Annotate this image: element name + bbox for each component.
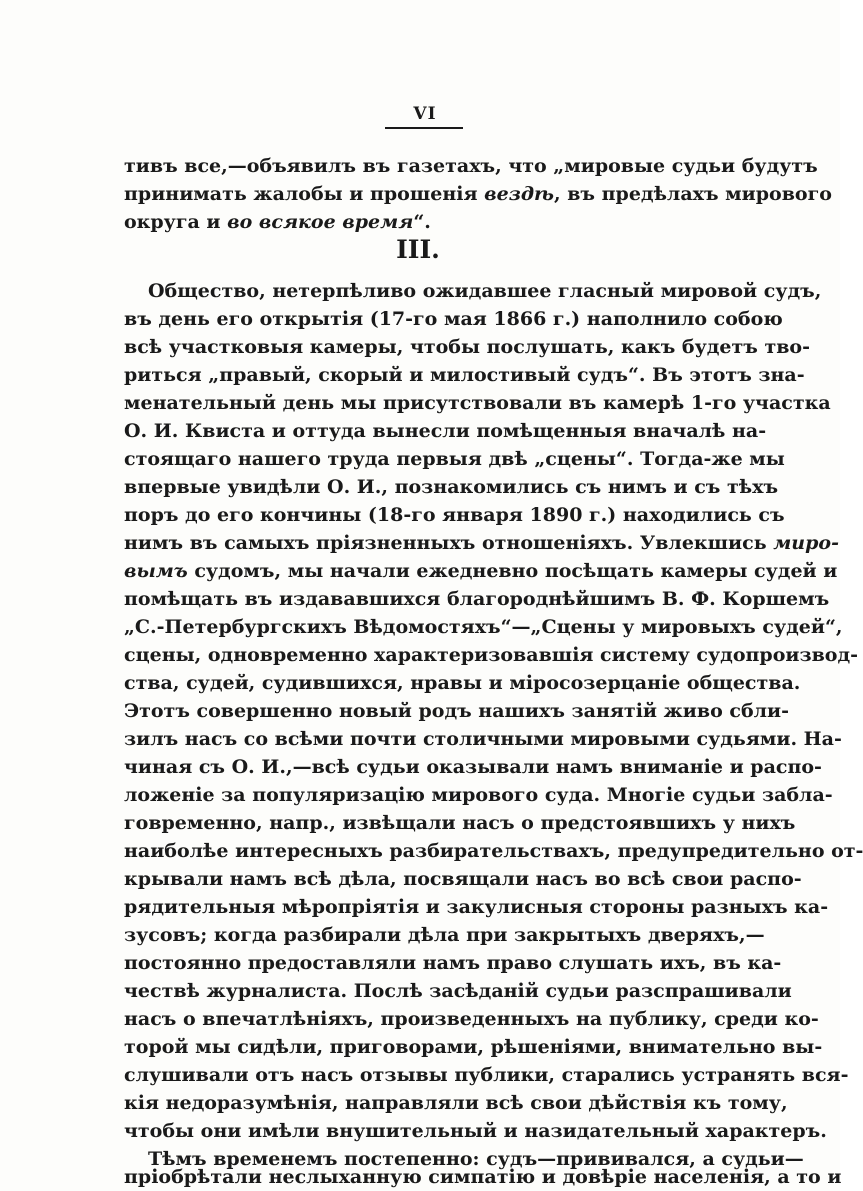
p1-line-27: насъ о впечатлѣніяхъ, произведенныхъ на публику, среди ко- bbox=[124, 1008, 819, 1030]
p1-line-26: чествѣ журналиста. Послѣ засѣданій судьи разспрашивали bbox=[124, 980, 792, 1002]
p1-line-11 bbox=[124, 557, 838, 585]
p1-line-31: чтобы они имѣли внушительный и назидательный характеръ. bbox=[124, 1120, 827, 1142]
intro-line-2 bbox=[124, 180, 832, 208]
p1-line-15: ства, судей, судившихся, нравы и міросозерцаніе общества. bbox=[124, 672, 801, 694]
intro-line-3-end: “. bbox=[413, 211, 431, 233]
p1-line-29: слушивали отъ насъ отзывы публики, старались устранять вся- bbox=[124, 1064, 849, 1086]
p1-line-17: зилъ насъ со всѣми почти столичными мировыми судьями. На- bbox=[124, 728, 842, 750]
section-heading: III. bbox=[396, 235, 440, 264]
p1-line-3: всѣ участковыя камеры, чтобы послушать, какъ будетъ тво- bbox=[124, 336, 810, 358]
p1-line-16: Этотъ совершенно новый родъ нашихъ занятій живо сбли- bbox=[124, 700, 789, 722]
p1-line-25: постоянно предоставляли намъ право слушать ихъ, въ ка- bbox=[124, 952, 782, 974]
p1-line-22: крывали намъ всѣ дѣла, посвящали насъ во всѣ свои распо- bbox=[124, 868, 802, 890]
italic-vo-vsyakoe-vremya: во всякое время bbox=[227, 211, 414, 233]
p1-line-1: Общество, нетерпѣливо ожидавшее гласный мировой судъ, bbox=[148, 280, 822, 302]
p1-line-14: сцены, одновременно характеризовавшія систему судопроизвод- bbox=[124, 644, 859, 666]
p1-line-20: говременно, напр., извѣщали насъ о предстоявшихъ у нихъ bbox=[124, 812, 796, 834]
p2-line-1: Тѣмъ временемъ постепенно: судъ—прививался, а судьи— bbox=[148, 1148, 804, 1170]
italic-vezde: вездѣ bbox=[484, 183, 554, 205]
intro-line-2-start: принимать жалобы и прошенія bbox=[124, 183, 485, 205]
p1-line-13: „С.-Петербургскихъ Вѣдомостяхъ“—„Сцены у мировыхъ судей“, bbox=[124, 616, 843, 638]
italic-miro: миро- bbox=[773, 532, 839, 554]
p1-line-11-end: судомъ, мы начали ежедневно посѣщать камеры судей и bbox=[187, 560, 838, 582]
p1-line-2: въ день его открытія (17-го мая 1866 г.) наполнило собою bbox=[124, 308, 783, 330]
p1-line-5: менательный день мы присутствовали въ камерѣ 1-го участка bbox=[124, 392, 831, 414]
italic-vym: вымъ bbox=[124, 560, 188, 582]
p1-line-28: торой мы сидѣли, приговорами, рѣшеніями, внимательно вы- bbox=[124, 1036, 823, 1058]
p1-line-10 bbox=[124, 529, 839, 557]
p1-line-12: помѣщать въ издававшихся благороднѣйшимъ В. Ф. Коршемъ bbox=[124, 588, 830, 610]
intro-line-3 bbox=[124, 208, 712, 236]
intro-line-3-start: округа и bbox=[124, 211, 228, 233]
p1-line-4: риться „правый, скорый и милостивый судъ“. Въ этотъ зна- bbox=[124, 364, 805, 386]
page-number: VI bbox=[413, 104, 437, 124]
p1-line-21: наиболѣе интересныхъ разбирательствахъ, предупредительно от- bbox=[124, 840, 863, 862]
p1-line-7: стоящаго нашего труда первыя двѣ „сцены“. Тогда-же мы bbox=[124, 448, 785, 470]
p1-line-10-start: нимъ въ самыхъ пріязненныхъ отношеніяхъ. Увлекшись bbox=[124, 532, 774, 554]
page-number-rule bbox=[385, 127, 463, 129]
intro-line-2-end: , въ предѣлахъ мирового bbox=[554, 183, 832, 205]
intro-line-1: тивъ все,—объявилъ въ газетахъ, что „мировые судьи будутъ bbox=[124, 155, 818, 177]
p1-line-23: рядительныя мѣропріятія и закулисныя стороны разныхъ ка- bbox=[124, 896, 829, 918]
p1-line-6: О. И. Квиста и оттуда вынесли помѣщенныя вначалѣ на- bbox=[124, 420, 767, 442]
p1-line-8: впервые увидѣли О. И., познакомились съ нимъ и съ тѣхъ bbox=[124, 476, 779, 498]
p1-line-18: чиная съ О. И.,—всѣ судьи оказывали намъ вниманіе и распо- bbox=[124, 756, 822, 778]
p1-line-19: ложеніе за популяризацію мирового суда. Многіе судьи забла- bbox=[124, 784, 833, 806]
p1-line-24: зусовъ; когда разбирали дѣла при закрытыхъ дверяхъ,— bbox=[124, 924, 765, 946]
p1-line-30: кія недоразумѣнія, направляли всѣ свои дѣйствія къ тому, bbox=[124, 1092, 788, 1114]
p2-line-2: пріобрѣтали неслыханную симпатію и довѣріе населенія, а то и bbox=[124, 1166, 842, 1188]
p1-line-9: поръ до его кончины (18-го января 1890 г.) находились съ bbox=[124, 504, 785, 526]
